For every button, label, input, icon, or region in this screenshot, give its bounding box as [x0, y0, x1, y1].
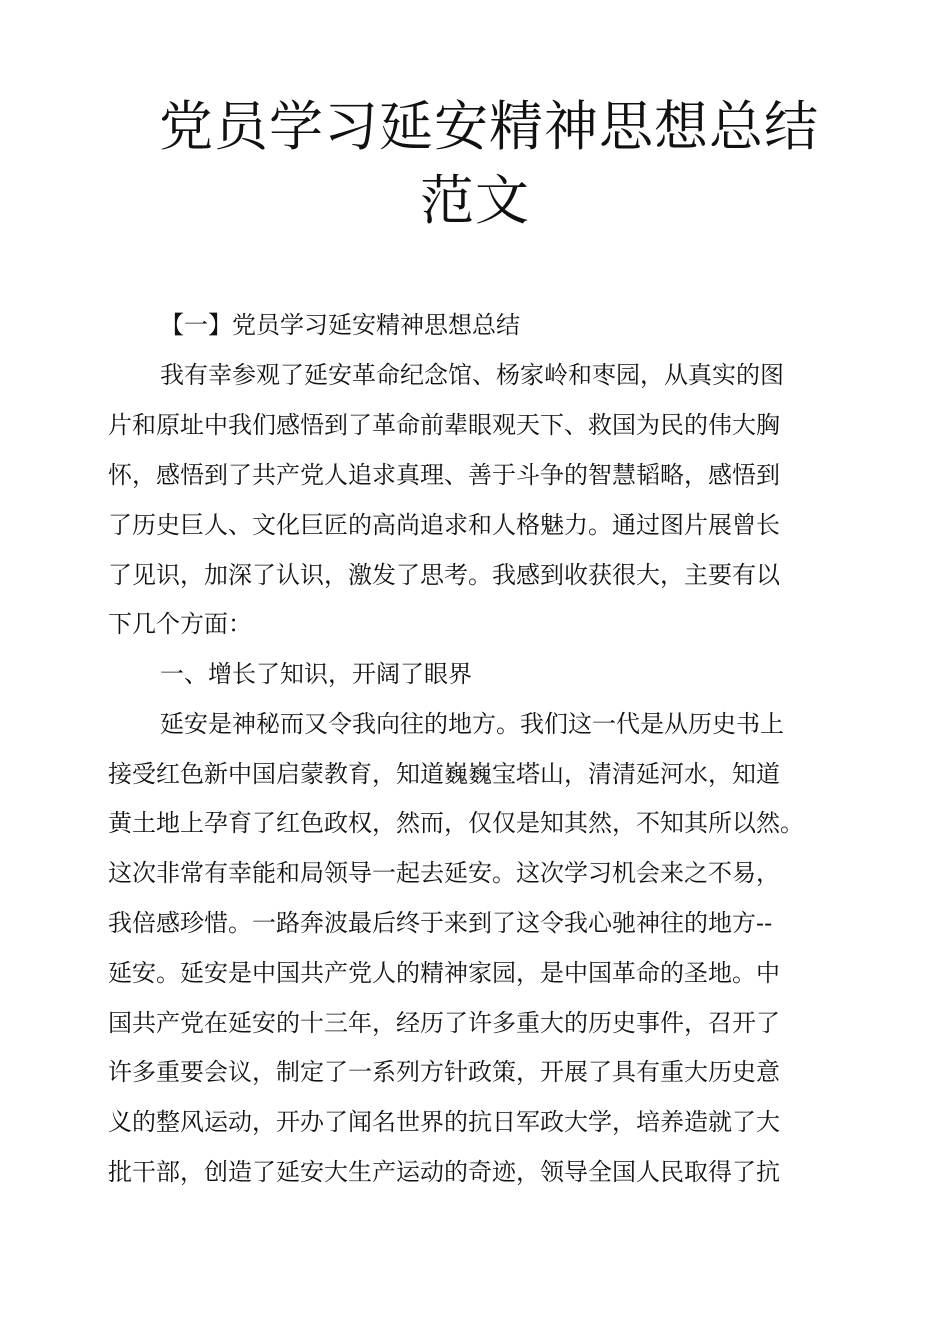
- paragraph-line: 延安。延安是中国共产党人的精神家园，是中国革命的圣地。中: [108, 959, 780, 987]
- paragraph-line: 我倍感珍惜。一路奔波最后终于来到了这令我心驰神往的地方--: [108, 909, 773, 937]
- document-title-line-2: 范文: [420, 169, 530, 232]
- paragraph-line: 国共产党在延安的十三年，经历了许多重大的历史事件，召开了: [108, 1009, 780, 1037]
- paragraph-line: 这次非常有幸能和局领导一起去延安。这次学习机会来之不易，: [108, 859, 780, 887]
- paragraph-line: 了历史巨人、文化巨匠的高尚追求和人格魅力。通过图片展曾长: [108, 511, 780, 539]
- paragraph-line: 怀，感悟到了共产党人追求真理、善于斗争的智慧韬略，感悟到: [108, 461, 780, 489]
- paragraph-line: 黄土地上孕育了红色政权，然而，仅仅是知其然，不知其所以然。: [108, 809, 804, 837]
- paragraph-line: 了见识，加深了认识，激发了思考。我感到收获很大，主要有以: [108, 561, 780, 589]
- document-title-line-1: 党员学习延安精神思想总结: [159, 95, 819, 158]
- subsection-heading: 一、增长了知识，开阔了眼界: [160, 660, 472, 688]
- paragraph-line: 接受红色新中国启蒙教育，知道巍巍宝塔山，清清延河水，知道: [108, 760, 780, 788]
- paragraph-line: 下几个方面：: [108, 610, 252, 638]
- section-heading: 【一】党员学习延安精神思想总结: [160, 311, 520, 339]
- paragraph-line: 我有幸参观了延安革命纪念馆、杨家岭和枣园，从真实的图: [160, 361, 784, 389]
- paragraph-line: 片和原址中我们感悟到了革命前辈眼观天下、救国为民的伟大胸: [108, 411, 780, 439]
- paragraph-line: 延安是神秘而又令我向往的地方。我们这一代是从历史书上: [160, 710, 784, 738]
- paragraph-line: 许多重要会议，制定了一系列方针政策，开展了具有重大历史意: [108, 1058, 780, 1086]
- paragraph-line: 批干部，创造了延安大生产运动的奇迹，领导全国人民取得了抗: [108, 1158, 780, 1186]
- paragraph-line: 义的整风运动，开办了闻名世界的抗日军政大学，培养造就了大: [108, 1108, 780, 1136]
